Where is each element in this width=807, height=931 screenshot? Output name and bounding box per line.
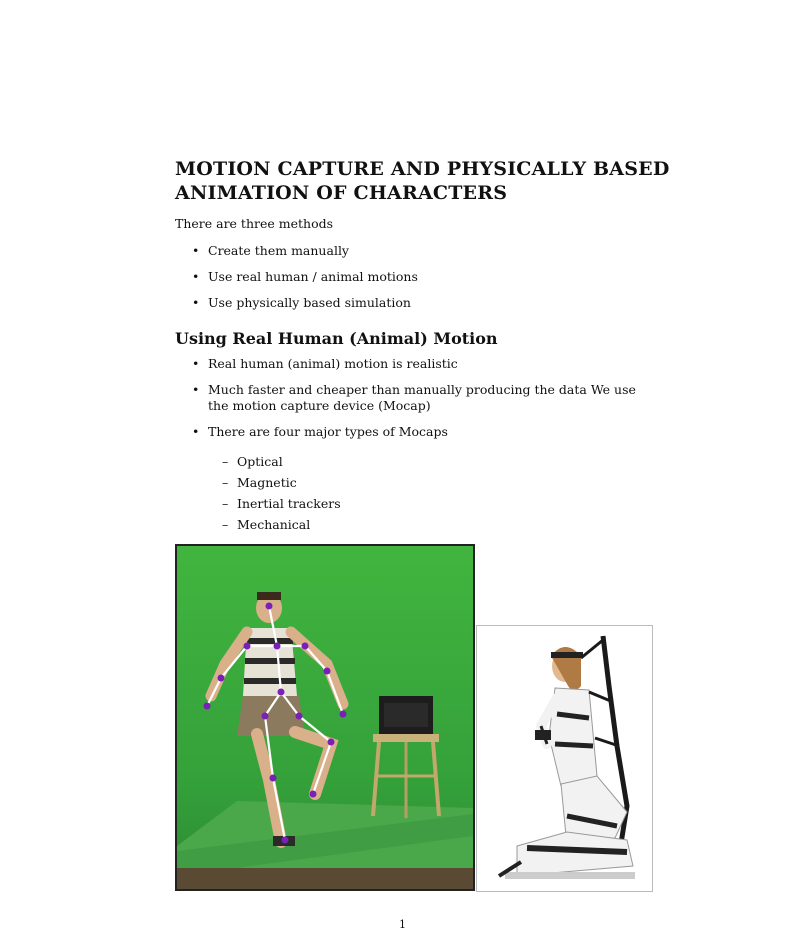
section-heading: Using Real Human (Animal) Motion	[175, 329, 498, 348]
dash-icon: –	[222, 475, 229, 490]
dash-icon: –	[222, 496, 229, 511]
list-item: – Mechanical	[222, 517, 311, 532]
mechanical-mocap-image	[476, 625, 653, 892]
mechanical-mocap-illustration	[477, 626, 652, 891]
document-title: MOTION CAPTURE AND PHYSICALLY BASED ANIMATION OF CHARACTERS	[175, 158, 670, 204]
bullet-icon: •	[192, 269, 200, 284]
dash-icon: –	[222, 517, 229, 532]
page-number: 1	[399, 918, 406, 931]
optical-mocap-image	[175, 544, 475, 891]
methods-list	[175, 242, 655, 320]
points-list	[175, 356, 645, 450]
list-item: – Magnetic	[222, 475, 297, 490]
list-item: • Real human (animal) motion is realistic	[192, 356, 458, 371]
optical-mocap-illustration	[177, 546, 473, 889]
bullet-icon: •	[192, 356, 200, 371]
bullet-icon: •	[192, 424, 200, 439]
bullet-icon: •	[192, 295, 200, 310]
list-item: • Use physically based simulation	[192, 295, 411, 310]
bullet-icon: •	[192, 243, 200, 258]
intro-text: There are three methods	[175, 216, 334, 231]
list-item: – Optical	[222, 454, 283, 469]
dash-icon: –	[222, 454, 229, 469]
list-item: – Inertial trackers	[222, 496, 341, 511]
list-item: • Much faster and cheaper than manually producing the data We use the motion capture device (Mocap)	[192, 382, 636, 413]
bullet-icon: •	[192, 382, 200, 397]
list-item: • There are four major types of Mocaps	[192, 424, 448, 439]
list-item: • Create them manually	[192, 243, 349, 258]
mocap-types-list	[222, 453, 341, 537]
list-item: • Use real human / animal motions	[192, 269, 418, 284]
